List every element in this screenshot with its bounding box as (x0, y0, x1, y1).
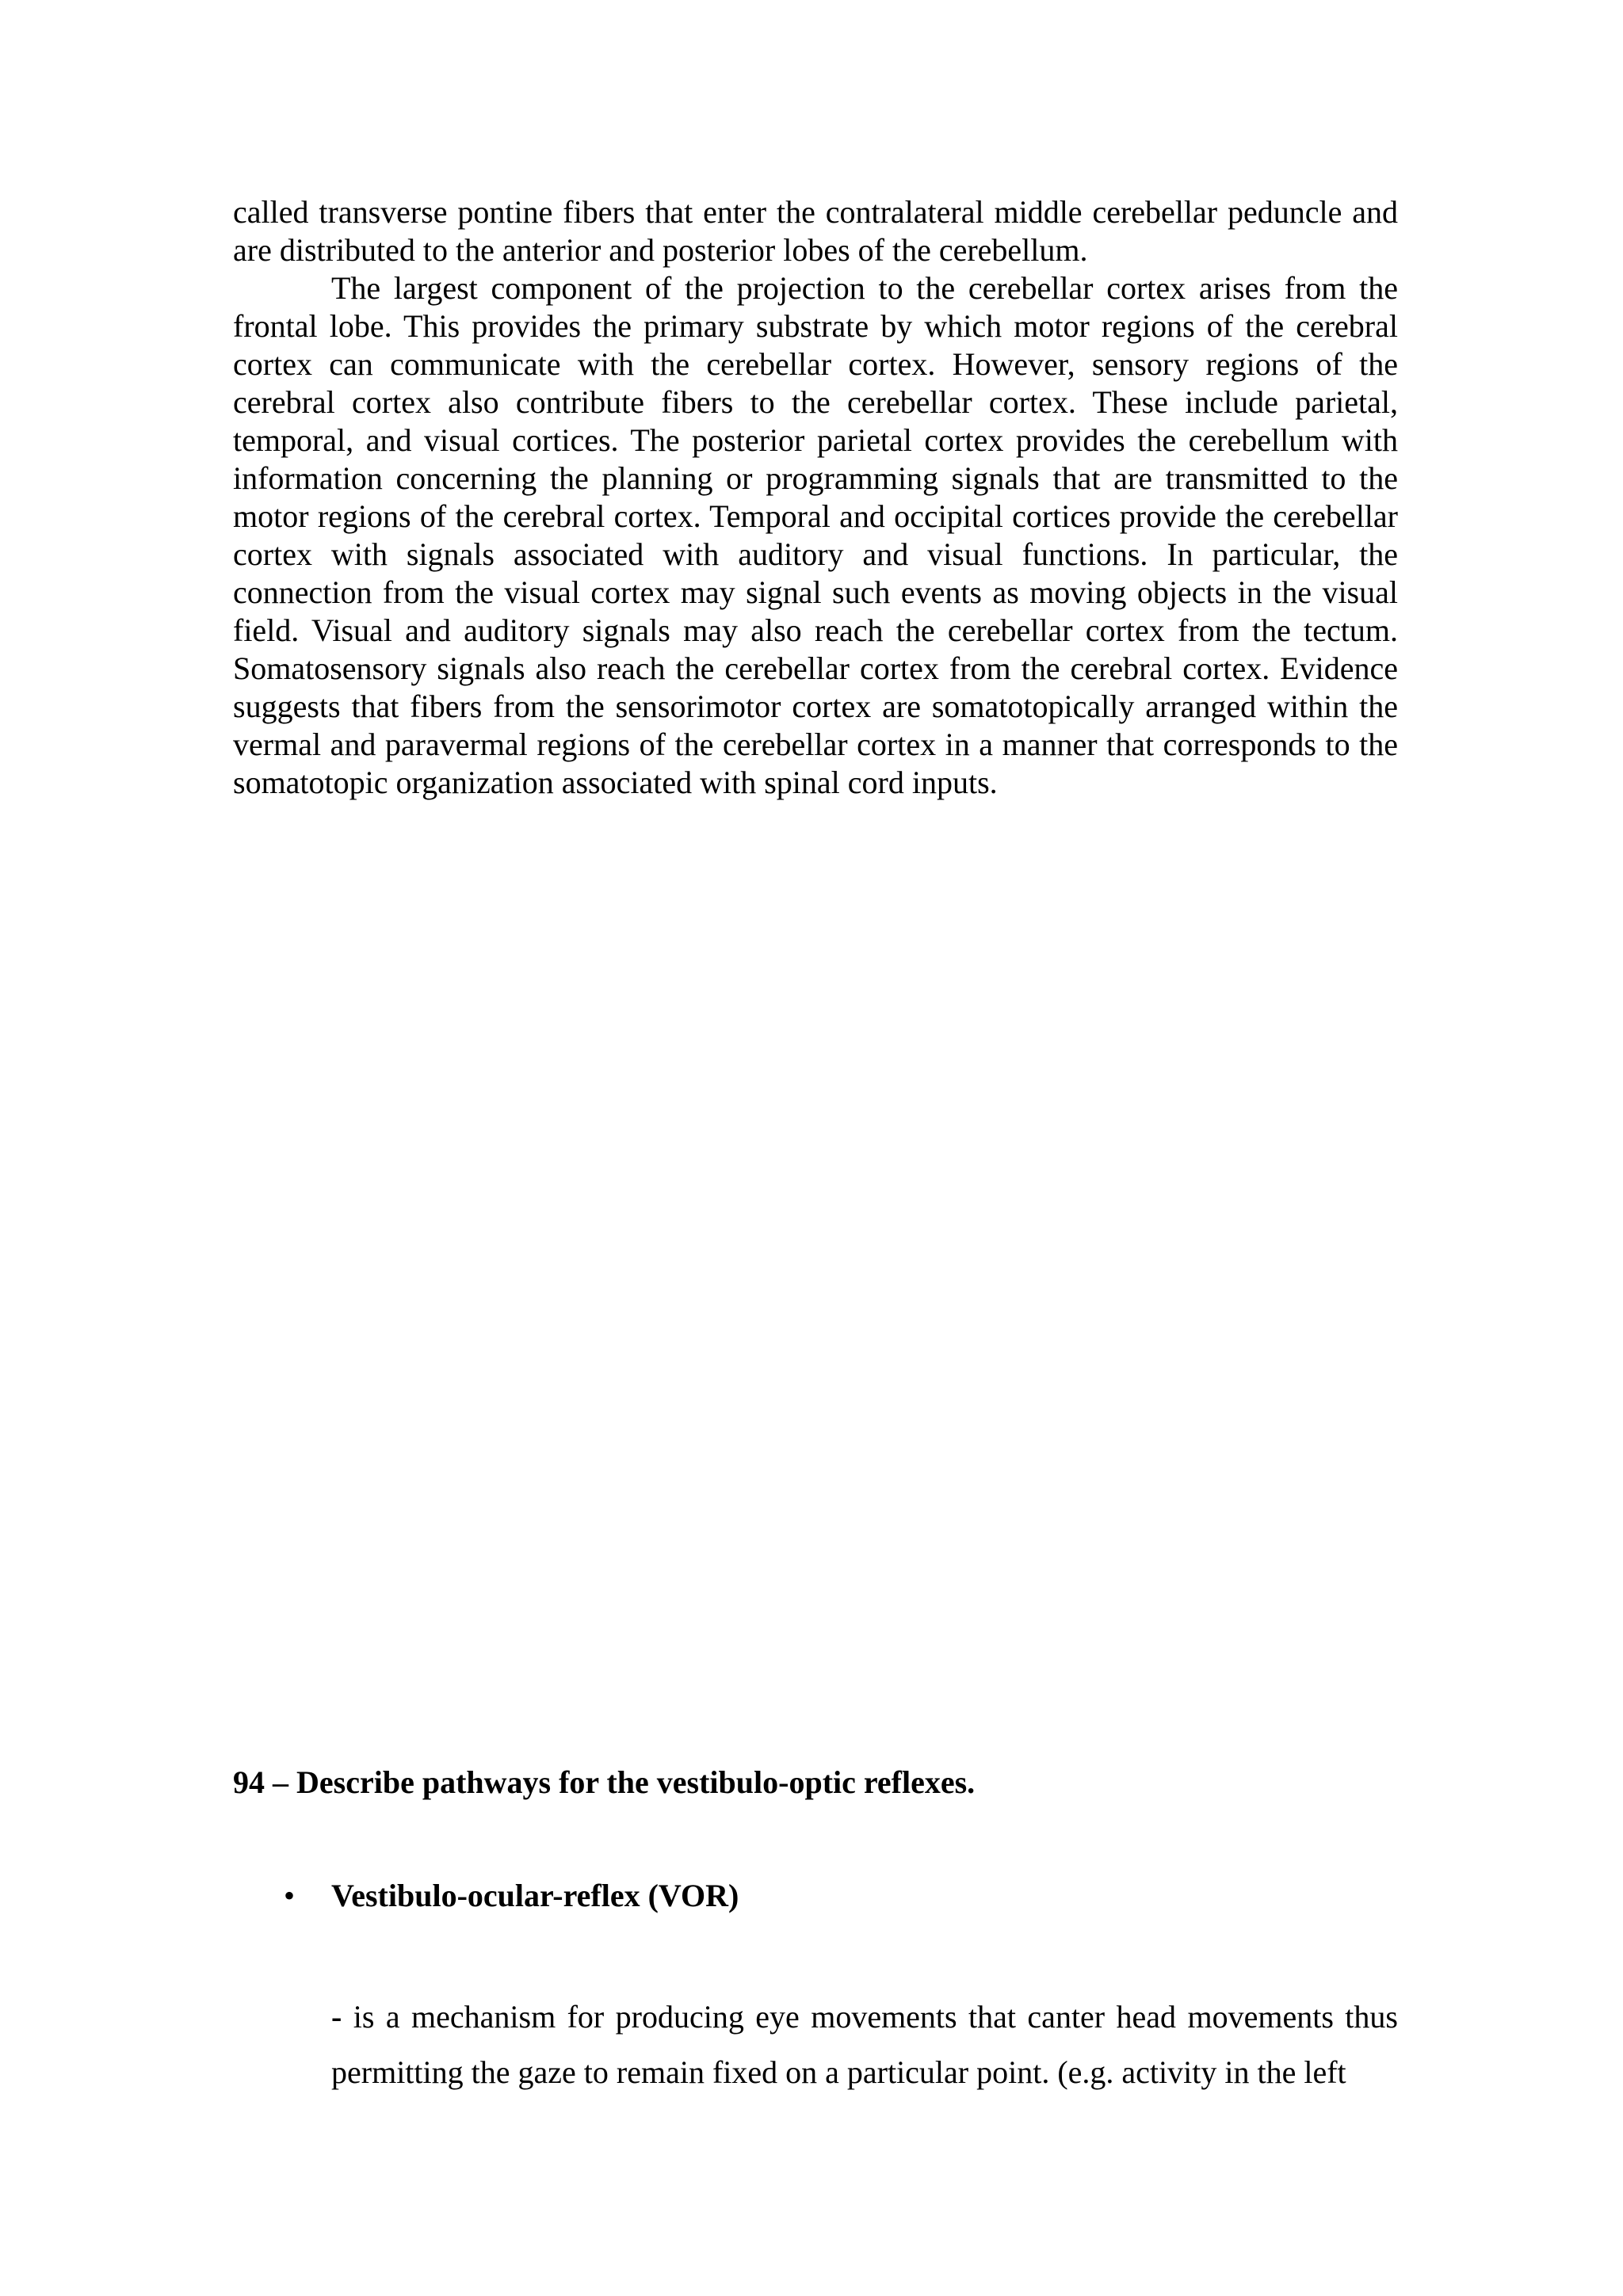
paragraph-cerebral-projection: The largest component of the projection to the cerebellar cortex arises from the frontal lobe. This provides the primary substrate by which motor regions of the cerebral cortex can communicate with the cerebellar cortex. However, sensory regions of the cerebral cortex also contribute fibers to the cerebellar cortex. These include parietal, temporal, and visual cortices. The posterior parietal cortex provides the cerebellum with information concerning the planning or programming signals that are transmitted to the motor regions of the cerebral cortex. Temporal and occipital cortices provide the cerebellar cortex with signals associated with auditory and visual functions. In particular, the connection from the visual cortex may signal such events as moving objects in the visual field. Visual and auditory signals may also reach the cerebellar cortex from the tectum. Somatosensory signals also reach the cerebellar cortex from the cerebral cortex. Evidence suggests that fibers from the sensorimotor cortex are somatotopically arranged within the vermal and paravermal regions of the cerebellar cortex in a manner that corresponds to the somatotopic organization associated with spinal cord inputs. (233, 270, 1398, 800)
vor-definition (331, 1989, 1398, 2100)
paragraph-continuation: called transverse pontine fibers that enter the contralateral middle cerebellar peduncle and are distributed to the anterior and posterior lobes of the cerebellum. (233, 194, 1398, 268)
bullet-label: Vestibulo-ocular-reflex (VOR) (331, 1878, 739, 1913)
body-text (233, 193, 1398, 802)
question-heading: 94 – Describe pathways for the vestibulo-optic reflexes. (233, 1764, 976, 1800)
definition-text: is a mechanism for producing eye movements that canter head movements thus permitting the gaze to remain fixed on a particular point. (e.g. activity in the left (331, 1999, 1398, 2090)
definition-dash: - (331, 1999, 342, 2035)
bullet-icon: • (284, 1878, 296, 1913)
